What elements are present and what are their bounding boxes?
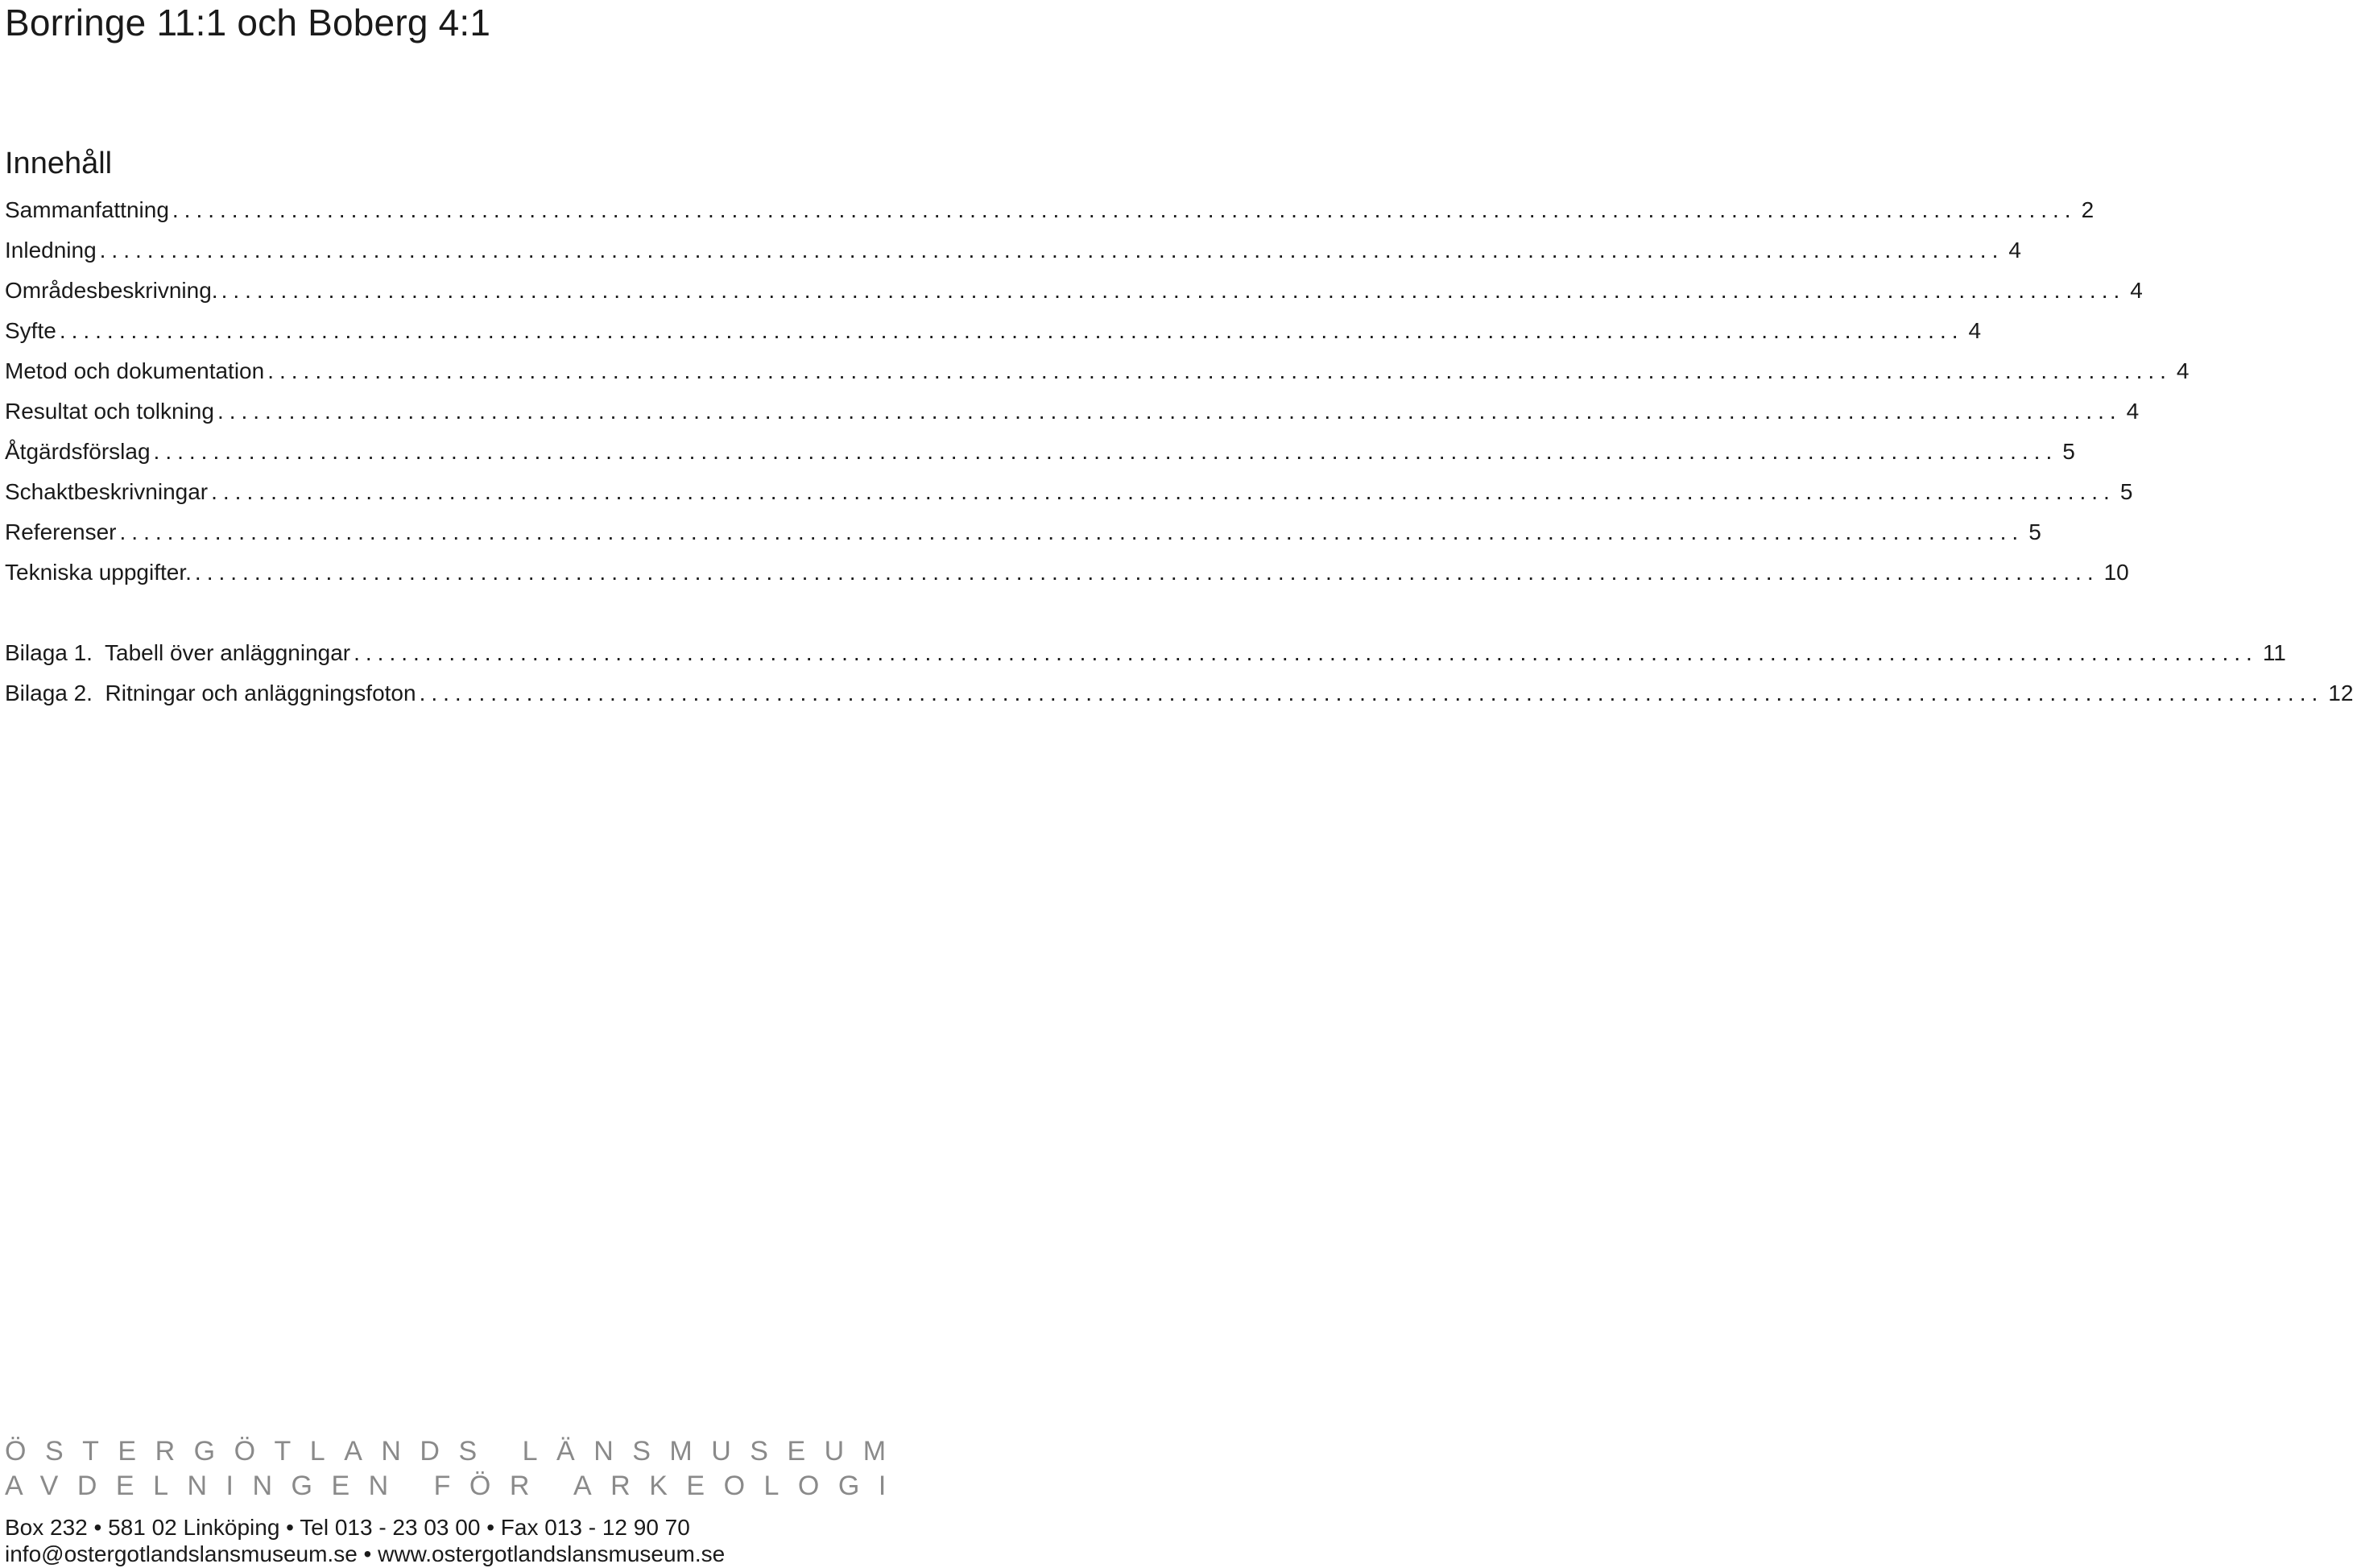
toc-entry-label: Referenser: [5, 519, 117, 544]
appendix-entry-page: 12: [2328, 681, 2353, 705]
appendix-entry[interactable]: [5, 673, 2353, 714]
toc-entry[interactable]: [5, 472, 2133, 512]
toc-entry-page: 10: [2103, 560, 2129, 585]
dot-leader: ................................................................................................................................................................: [419, 681, 2324, 705]
toc-entry-page: 5: [2062, 439, 2075, 464]
toc-entry[interactable]: [5, 351, 2190, 391]
toc-entry-page: 4: [2126, 399, 2140, 424]
toc-entry[interactable]: [5, 391, 2140, 432]
department-name: AVDELNINGEN FÖR ARKEOLOGI: [5, 1471, 905, 1501]
toc-entry-page: 4: [2008, 238, 2021, 263]
toc-entry-page: 2: [2081, 197, 2095, 222]
dot-leader: ................................................................................................................................................................: [59, 318, 1964, 343]
dot-leader: ................................................................................................................................................................: [119, 519, 2024, 544]
table-of-contents: [5, 190, 2190, 593]
dot-leader: ................................................................................................................................................................: [217, 399, 2122, 424]
contact-web: info@ostergotlandslansmuseum.se • www.ostergotlandslansmuseum.se: [5, 1541, 726, 1566]
toc-entry[interactable]: [5, 271, 2143, 311]
toc-entry[interactable]: [5, 432, 2075, 472]
toc-entry[interactable]: [5, 230, 2021, 271]
contact-address: Box 232 • 581 02 Linköping • Tel 013 - 23 03 00 • Fax 013 - 12 90 70: [5, 1515, 690, 1540]
toc-entry-label: Metod och dokumentation: [5, 358, 265, 383]
toc-entry-label: Sammanfattning: [5, 197, 169, 222]
toc-entry-label: Områdesbeskrivning.: [5, 278, 218, 303]
toc-entry-page: 5: [2119, 479, 2133, 504]
appendix-list: [5, 633, 2353, 714]
dot-leader: ................................................................................................................................................................: [194, 560, 2099, 585]
toc-entry[interactable]: [5, 512, 2041, 552]
dot-leader: ................................................................................................................................................................: [354, 640, 2258, 665]
organization-name: ÖSTERGÖTLANDS LÄNSMUSEUM: [5, 1436, 905, 1467]
toc-entry-page: 5: [2028, 519, 2041, 544]
toc-entry-page: 4: [2130, 278, 2143, 303]
toc-entry-label: Åtgärdsförslag: [5, 439, 151, 464]
toc-entry-page: 4: [2176, 358, 2190, 383]
document-title: Borringe 11:1 och Boberg 4:1: [5, 2, 491, 43]
toc-entry-label: Syfte: [5, 318, 56, 343]
dot-leader: ................................................................................................................................................................: [99, 238, 2004, 263]
dot-leader: ................................................................................................................................................................: [221, 278, 2126, 303]
dot-leader: ................................................................................................................................................................: [172, 197, 2077, 222]
toc-entry-label: Tekniska uppgifter.: [5, 560, 192, 585]
appendix-entry-page: 11: [2262, 640, 2286, 665]
toc-entry-label: Inledning: [5, 238, 97, 263]
appendix-entry-label: Bilaga 2. Ritningar och anläggningsfoton: [5, 681, 416, 705]
toc-entry-page: 4: [1968, 318, 1982, 343]
appendix-entry[interactable]: [5, 633, 2286, 673]
toc-heading: Innehåll: [5, 147, 113, 180]
toc-entry-label: Resultat och tolkning: [5, 399, 214, 424]
dot-leader: ................................................................................................................................................................: [153, 439, 2058, 464]
toc-entry-label: Schaktbeskrivningar: [5, 479, 209, 504]
toc-entry[interactable]: [5, 311, 1982, 351]
toc-entry[interactable]: [5, 190, 2095, 230]
appendix-entry-label: Bilaga 1. Tabell över anläggningar: [5, 640, 351, 665]
dot-leader: ................................................................................................................................................................: [267, 358, 2172, 383]
dot-leader: ................................................................................................................................................................: [211, 479, 2115, 504]
toc-entry[interactable]: [5, 552, 2129, 593]
